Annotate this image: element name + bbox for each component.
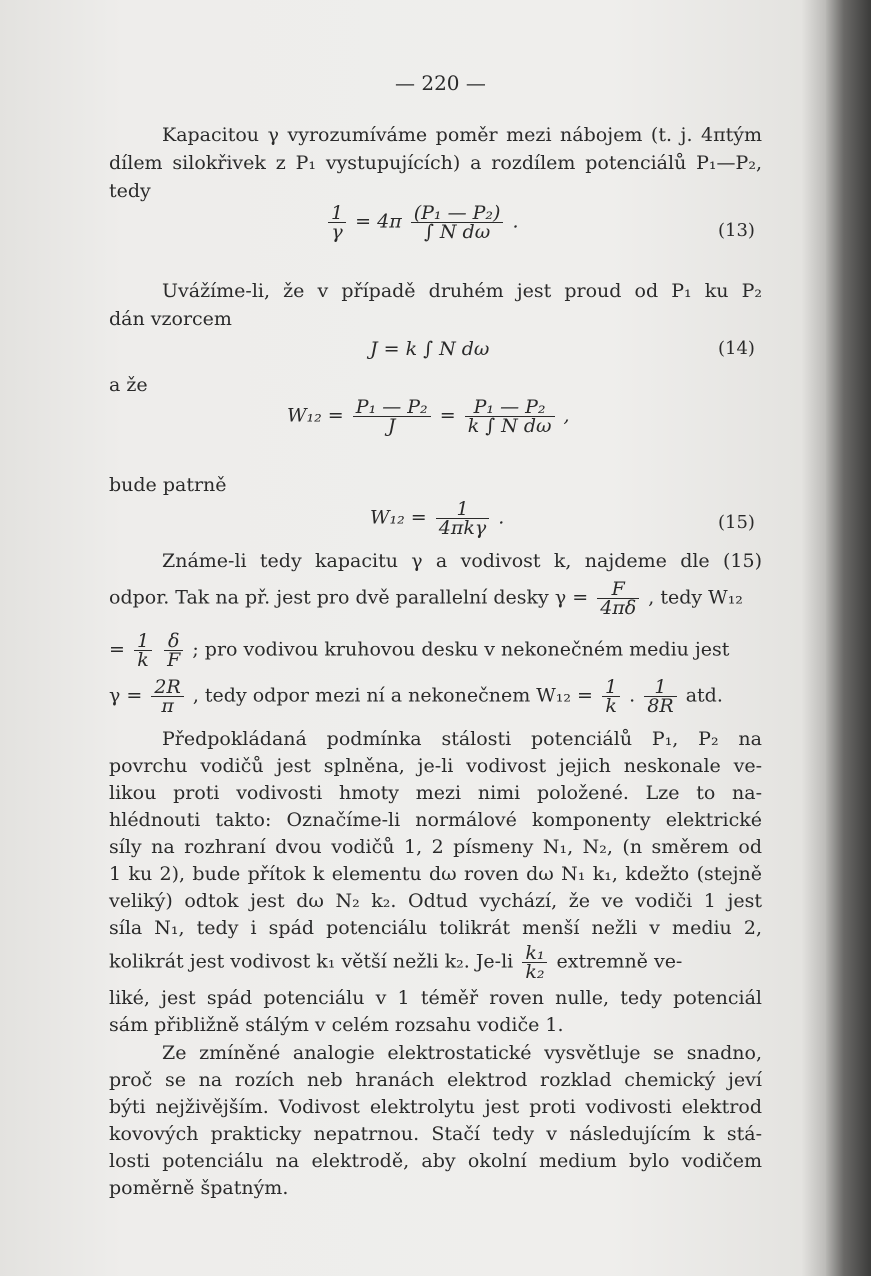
eq15-lhs: W₁₂ = xyxy=(370,506,427,529)
para7-line2: proč se na rozích neb hranách elektrod rozklad chemický jeví xyxy=(109,1069,762,1091)
para7-line1: Ze zmíněné analogie elektrostatické vysvětluje se snadno, xyxy=(162,1042,762,1064)
para7-line3: býti nejživějším. Vodivost elektrolytu jest proti vodivosti elektrod xyxy=(109,1096,762,1118)
para6-line8: síla N₁, tedy i spád potenciálu tolikrát menší nežli v mediu 2, xyxy=(109,917,762,939)
para6-line5: síly na rozhraní dvou vodičů 1, 2 písmeny N₁, N₂, (n směrem od xyxy=(109,836,762,858)
para5-line4: γ = $\frac{2R}{\pi}$ , tedy odpor mezi ní a nekonečnem W₁₂ = $\frac{1}{k}$ . $\frac{1}{8R}$ atd. xyxy=(109,676,723,717)
equation-15-number: (15) xyxy=(718,512,755,533)
w12-equals: = xyxy=(439,404,456,427)
para6-fraction-k1k2: $\frac{\text{k₁}}{\text{k₂}}$ xyxy=(522,944,547,981)
para6-line2: povrchu vodičů jest splněna, je-li vodivost jejich neskonale ve- xyxy=(109,755,762,777)
para5-fraction-dF: $\frac{\delta}{F}$ xyxy=(164,632,183,669)
eq15-end: . xyxy=(498,506,505,529)
para6-line4: hlédnouti takto: Označíme-li normálové komponenty elektrické xyxy=(109,809,762,831)
w12-fraction-2: $\frac{\text{P₁ — P₂}}{\text{k ∫ N dω}}$ xyxy=(465,398,555,435)
para6-line1: Předpokládaná podmínka stálosti potenciálů P₁, P₂ na xyxy=(162,728,762,750)
eq13-lhs-fraction: $\frac{1}{\gamma}$ xyxy=(328,204,346,241)
para7-line6: poměrně špatným. xyxy=(109,1177,289,1199)
w12-fraction-1: $\frac{\text{P₁ — P₂}}{J}$ xyxy=(353,398,431,435)
para5-fraction-2R: $\frac{2R}{\pi}$ xyxy=(151,678,183,715)
para6-line7: veliký) odtok jest dω N₂ k₂. Odtud vychází, že ve vodiči 1 jest xyxy=(109,890,762,912)
para5-line2: odpor. Tak na př. jest pro dvě parallelní desky γ = $\frac{F}{4\pi\delta}$ , tedy W₁₂ xyxy=(109,578,743,619)
para5-fraction-F: $\frac{F}{4\pi\delta}$ xyxy=(597,580,639,617)
para7-line4: kovových prakticky nepatrnou. Stačí tedy v následujícím k stá- xyxy=(109,1123,762,1145)
equation-13-number: (13) xyxy=(718,220,755,241)
w12-lhs: W₁₂ = xyxy=(287,404,344,427)
equation-w12 xyxy=(287,398,570,435)
eq13-mid: = 4π xyxy=(355,210,402,233)
para2-line2: dán vzorcem xyxy=(109,308,232,330)
para6-line3: likou proti vodivosti hmoty mezi nimi položené. Lze to na- xyxy=(109,782,762,804)
eq15-fraction: $\frac{1}{\text{4πkγ}}$ xyxy=(436,500,489,537)
para6-line6: 1 ku 2), bude přítok k elementu dω roven dω N₁ k₁, kdežto (stejně xyxy=(109,863,762,885)
w12-end: , xyxy=(563,404,570,427)
equation-13 xyxy=(325,204,519,241)
para3-line1: a že xyxy=(109,374,148,396)
para6-line10: liké, jest spád potenciálu v 1 téměř roven nulle, tedy potenciál xyxy=(109,987,762,1009)
para5-fraction-18R: $\frac{1}{8R}$ xyxy=(644,678,676,715)
para1-line1: Kapacitou γ vyrozumíváme poměr mezi nábojem (t. j. 4πtým xyxy=(162,124,762,146)
equation-14: J = k ∫ N dω xyxy=(370,338,490,360)
para5-line3: = $\frac{1}{k}$ $\frac{\delta}{F}$ ; pro vodivou kruhovou desku v nekonečném mediu jest xyxy=(109,630,730,671)
para6-line11: sám přibližně stálým v celém rozsahu vodiče 1. xyxy=(109,1014,564,1036)
para5-fraction-1k: $\frac{1}{k}$ xyxy=(134,632,152,669)
para1-line3: tedy xyxy=(109,180,151,202)
equation-15 xyxy=(370,500,504,537)
para5-line1: Známe-li tedy kapacitu γ a vodivost k, najdeme dle (15) xyxy=(162,550,762,572)
eq13-rhs-fraction: $\frac{\text{(P₁ — P₂)}}{\text{∫ N dω}}$ xyxy=(411,204,504,241)
para6-line9: kolikrát jest vodivost k₁ větší nežli k₂. Je-li $\frac{\text{k₁}}{\text{k₂}}$ extremně ve- xyxy=(109,942,683,983)
para7-line5: losti potenciálu na elektrodě, aby okolní medium bylo vodičem xyxy=(109,1150,762,1172)
equation-14-number: (14) xyxy=(718,338,755,359)
page-number: — 220 — xyxy=(395,71,486,95)
page-edge-shadow xyxy=(826,0,871,1276)
para4-line1: bude patrně xyxy=(109,474,227,496)
para2-line1: Uvážíme-li, že v případě druhém jest proud od P₁ ku P₂ xyxy=(162,280,762,302)
para1-line2: dílem silokřivek z P₁ vystupujících) a rozdílem potenciálů P₁—P₂, xyxy=(109,152,762,174)
para5-fraction-1k-b: $\frac{1}{k}$ xyxy=(602,678,620,715)
eq13-end: . xyxy=(512,210,519,233)
